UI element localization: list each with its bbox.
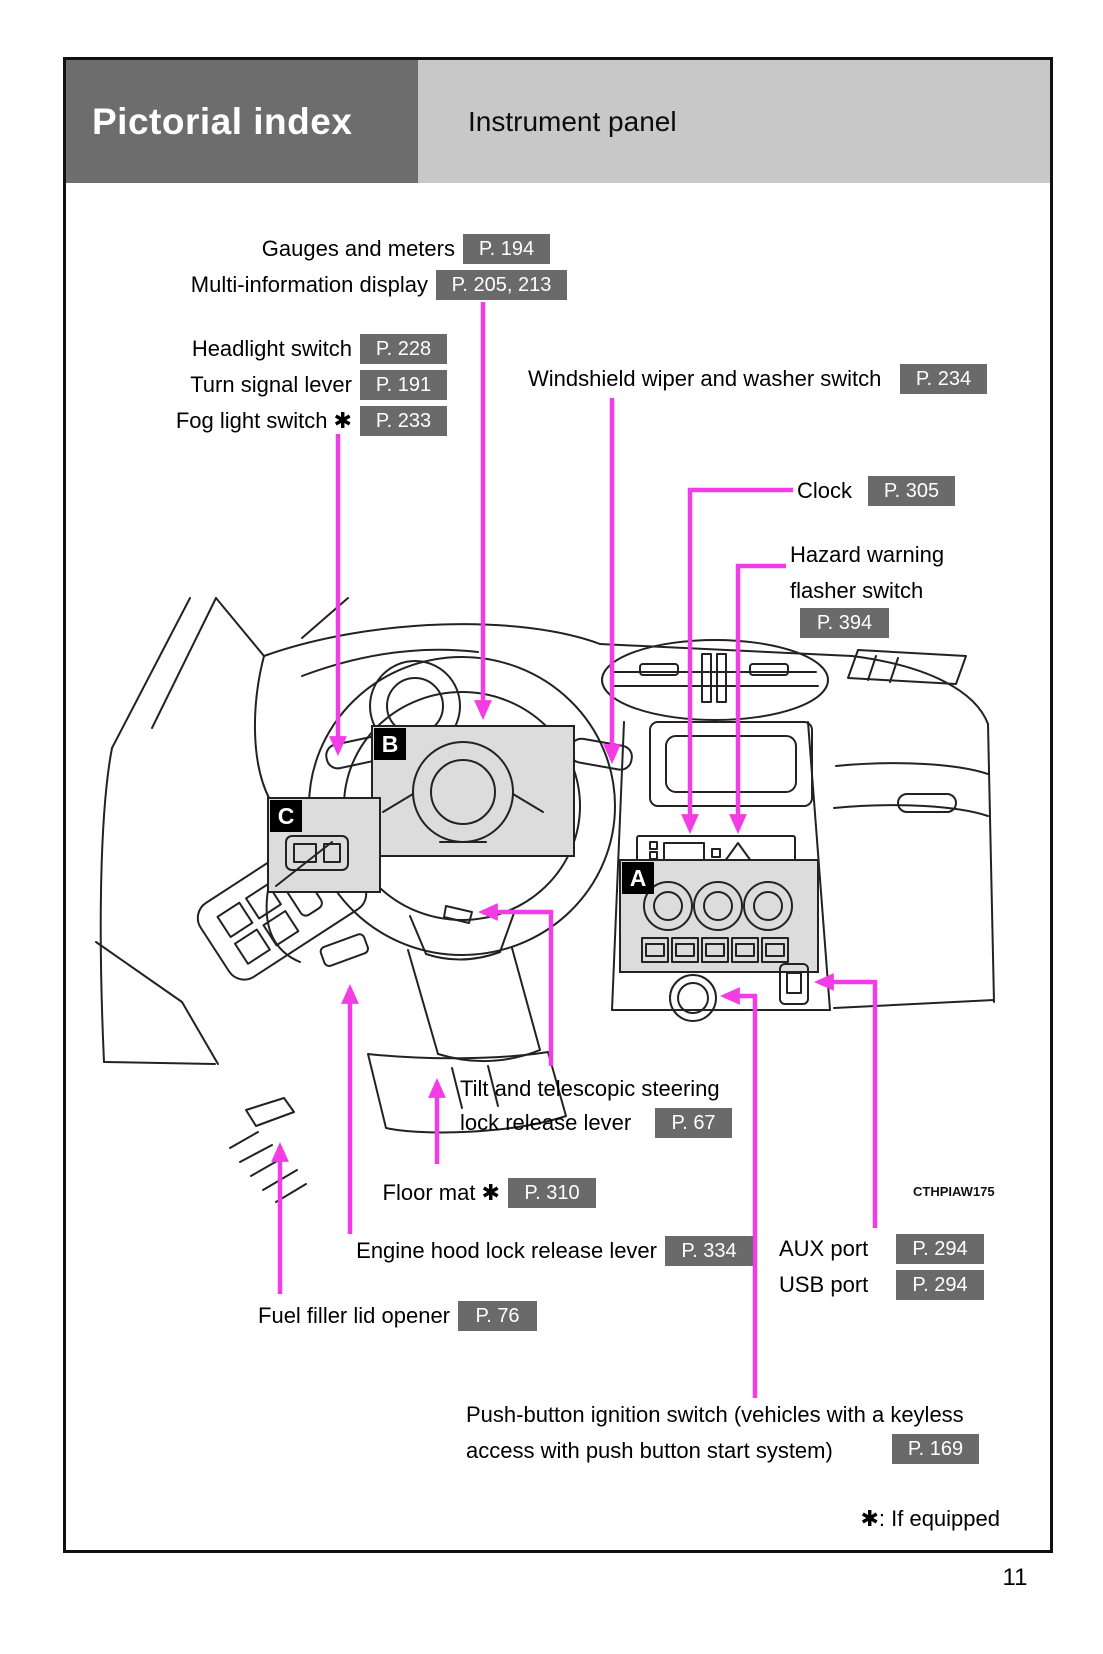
page-ref-fuel-filler: P. 76 [458, 1301, 537, 1331]
page-number: 11 [1002, 1564, 1028, 1591]
label-tilt-line2: lock release lever [460, 1110, 632, 1135]
figure-code: CTHPIAW175 [913, 1184, 995, 1199]
hood-release-lever-drawing [319, 933, 369, 968]
label-hazard-line2: flasher switch [790, 578, 924, 603]
label-turn-signal-lever: Turn signal lever [190, 372, 352, 397]
ignition-button-drawing [670, 975, 716, 1021]
page-ref-ignition: P. 169 [892, 1434, 979, 1464]
label-multi-information-display: Multi-information display [190, 272, 428, 297]
marker-a: A [622, 862, 654, 894]
page-ref-aux-port: P. 294 [896, 1234, 984, 1264]
label-fog-light-switch: Fog light switch ✱ [175, 408, 352, 433]
label-usb-port: USB port [779, 1272, 869, 1297]
page-ref-clock: P. 305 [868, 476, 955, 506]
label-engine-hood: Engine hood lock release lever [356, 1238, 657, 1263]
hazard-triangle-drawing [725, 843, 751, 861]
label-clock: Clock [797, 478, 853, 503]
page-ref-headlight: P. 228 [360, 334, 447, 364]
arrow-tilt [482, 912, 551, 1066]
page-ref-hazard: P. 394 [800, 608, 889, 638]
if-equipped-footnote: ✱: If equipped [860, 1506, 1000, 1531]
clock-display-drawing [664, 843, 704, 861]
page-ref-multi-information: P. 205, 213 [436, 270, 567, 300]
arrow-ignition [724, 996, 755, 1398]
label-gauges-and-meters: Gauges and meters [261, 236, 455, 261]
label-ignition-line1: Push-button ignition switch (vehicles with a keyless [466, 1402, 964, 1427]
page-ref-tilt: P. 67 [655, 1108, 732, 1138]
label-aux-port: AUX port [779, 1236, 869, 1261]
page-ref-usb-port: P. 294 [896, 1270, 984, 1300]
page-title: Instrument panel [468, 105, 677, 137]
page-ref-gauges: P. 194 [463, 234, 550, 264]
fuel-lid-opener-drawing [246, 1098, 294, 1126]
page-ref-engine-hood: P. 334 [665, 1236, 753, 1266]
arrow-clock [690, 490, 793, 830]
marker-b: B [374, 728, 406, 760]
arrow-hazard [738, 566, 786, 830]
section-title: Pictorial index [92, 100, 353, 142]
label-floor-mat: Floor mat ✱ [382, 1180, 500, 1205]
page-ref-fog-light: P. 233 [360, 406, 447, 436]
label-headlight-switch: Headlight switch [191, 336, 352, 361]
label-tilt-line1: Tilt and telescopic steering [460, 1076, 720, 1101]
page-ref-wiper: P. 234 [900, 364, 987, 394]
page-ref-turn-signal: P. 191 [360, 370, 447, 400]
marker-c: C [270, 800, 302, 832]
arrow-aux-usb [818, 982, 875, 1228]
page-ref-floor-mat: P. 310 [508, 1178, 596, 1208]
label-ignition-line2: access with push button start system) [466, 1438, 833, 1463]
label-fuel-filler: Fuel filler lid opener [258, 1303, 450, 1328]
label-hazard-line1: Hazard warning [790, 542, 945, 567]
label-wiper-switch: Windshield wiper and washer switch [528, 366, 882, 391]
